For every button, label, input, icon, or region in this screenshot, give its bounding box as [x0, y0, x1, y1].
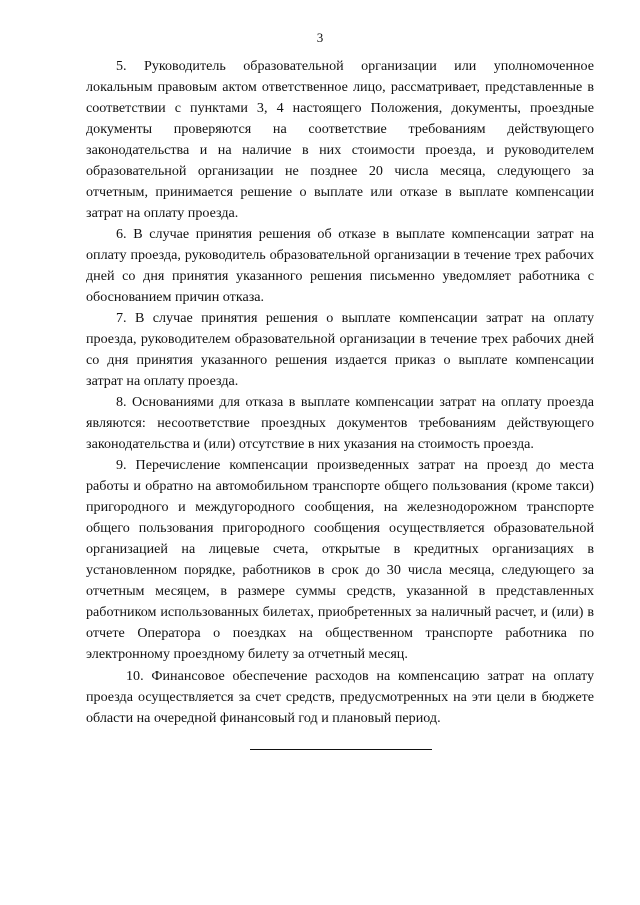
paragraph-7: 7. В случае принятия решения о выплате компенсации затрат на оплату проезда, руководителем образовательной организации в течение трех рабочих дней со дня принятия указанного решения издается приказ о выплате компенсации затрат на оплату проезда.: [86, 310, 594, 389]
paragraph-9: 9. Перечисление компенсации произведенных затрат на проезд до места работы и обратно на автомобильном транспорте общего пользования (кроме такси) пригородного и междугородного сообщения, на железнодорожном транспорте общего пользования пригородного сообщения осуществляется образовательной организацией на лицевые счета, открытые в кредитных организациях в установленном порядке, работников в срок до 30 числа месяца, следующего за отчетным месяцем, в размере суммы средств, указанной в представленных работником использованных билетах, приобретенных за наличный расчет, и (или) в отчете Оператора о поездках на общественном транспорте работника по электронному проездному билету за отчетный месяц.: [86, 457, 594, 662]
end-of-document-rule: [250, 749, 432, 750]
paragraph-5: 5. Руководитель образовательной организации или уполномоченное локальным правовым актом ответственное лицо, рассматривает, представленные в соответствии с пунктами 3, 4 настоящего Положения, документы, проездные документы проверяются на соответствие требованиям действующего законодательства и на наличие в них стоимости проезда, и руководителем образовательной организации не позднее 20 числа месяца, следующего за отчетным, принимается решение о выплате или отказе в выплате компенсации затрат на оплату проезда.: [86, 58, 594, 221]
paragraph-10: 10. Финансовое обеспечение расходов на компенсацию затрат на оплату проезда осуществляется за счет средств, предусмотренных на эти цели в бюджете области на очередной финансовый год и плановый период.: [86, 668, 594, 726]
document-body: [86, 56, 594, 729]
page-number: 3: [316, 30, 324, 45]
paragraph-6: 6. В случае принятия решения об отказе в выплате компенсации затрат на оплату проезда, руководитель образовательной организации в течение трех рабочих дней со дня принятия указанного решения письменно уведомляет работника с обоснованием причин отказа.: [86, 226, 594, 305]
paragraph-8: 8. Основаниями для отказа в выплате компенсации затрат на оплату проезда являются: несоответствие проездных документов требованиям действующего законодательства и (или) отсутствие в них указания на стоимость проезда.: [86, 394, 594, 452]
